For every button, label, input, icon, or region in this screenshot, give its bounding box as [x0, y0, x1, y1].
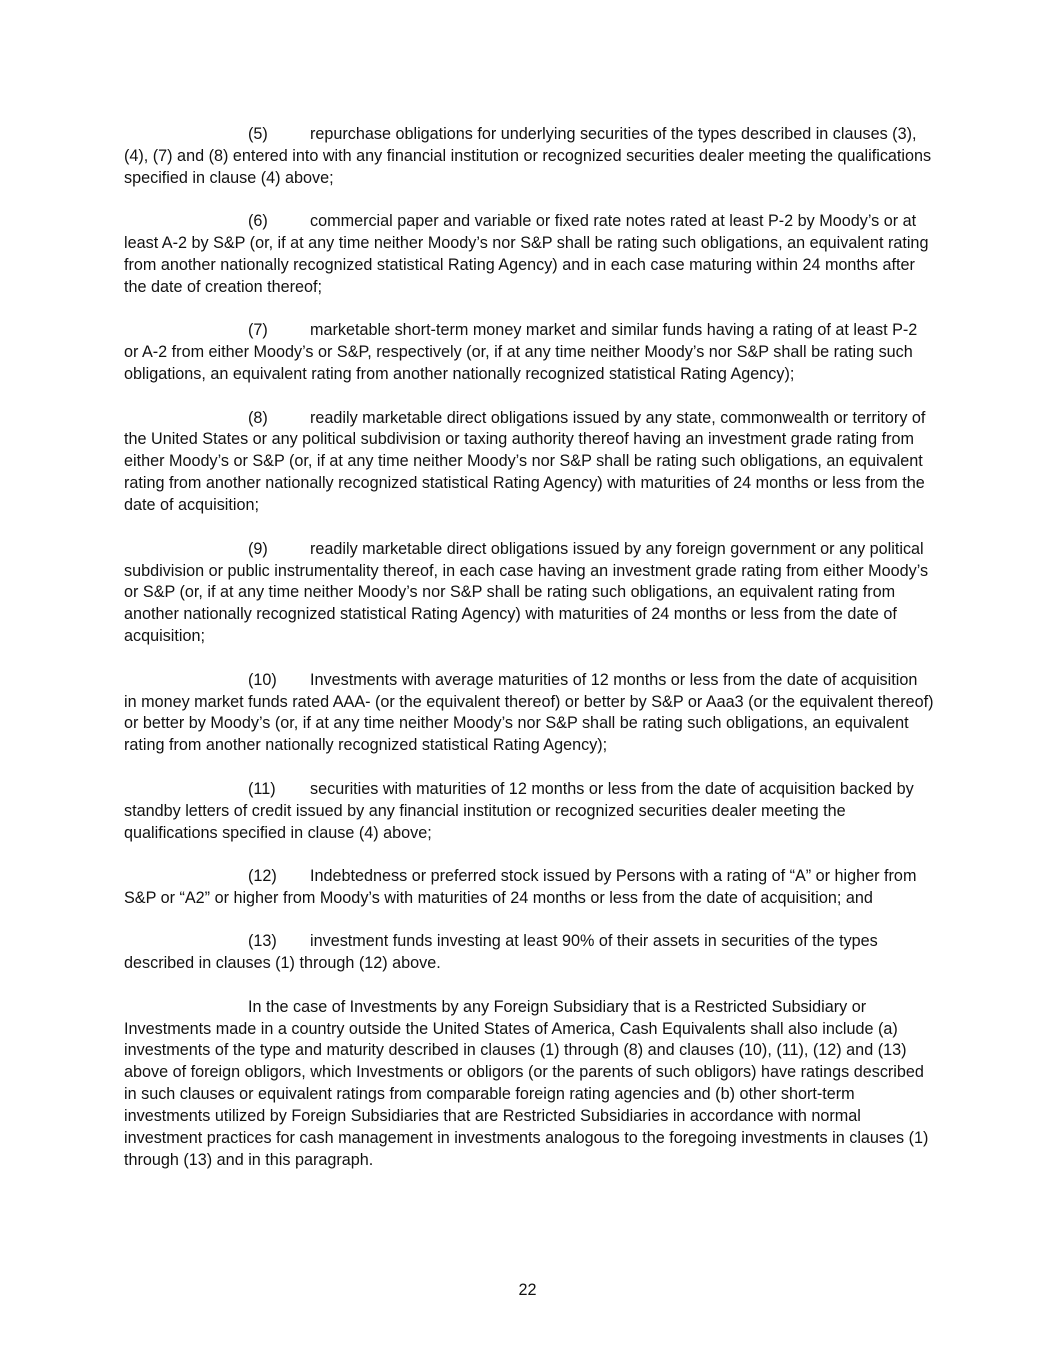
- clause-5: [124, 124, 934, 190]
- clause-number: (7): [248, 321, 268, 340]
- clause-number: (11): [248, 779, 276, 798]
- clause-13: [124, 931, 934, 975]
- clause-text: marketable short-term money market and similar funds having a rating of at least P-2 or A-2 from either Moody’s or S&P, respectively (or, if at any time neither Moody’s nor S&P shall be rating such obligations, an equivalent rating from another nationally recognized statistical Rating Agency);: [124, 321, 918, 384]
- clause-number: (10): [248, 670, 277, 689]
- clause-text: Indebtedness or preferred stock issued by Persons with a rating of “A” or higher from S&P or “A2” or higher from Moody’s with maturities of 24 months or less from the date of acquisition; and: [124, 866, 917, 907]
- page-number: 22: [518, 1281, 537, 1299]
- clause-number: (6): [248, 212, 268, 231]
- clause-11: [124, 779, 934, 845]
- clause-text: repurchase obligations for underlying securities of the types described in clauses (3), (4), (7) and (8) entered into with any financial institution or recognized securities dealer meeting the qualifications specified in clause (4) above;: [124, 125, 932, 187]
- clause-7: [124, 320, 934, 386]
- clause-10: [124, 670, 934, 758]
- clause-number: (5): [248, 125, 268, 143]
- closing-paragraph: In the case of Investments by any Foreign Subsidiary that is a Restricted Subsidiary or Investments made in a country outside the United States of America, Cash Equivalents shall also include (a) investments of the type and maturity described in clauses (1) through (8) and clauses (10), (11), (12) and (13) above of foreign obligors, which Investments or obligors (or the parents of such obligors) have ratings described in such clauses or equivalent ratings from comparable foreign rating agencies and (b) other short-term investments utilized by Foreign Subsidiaries that are Restricted Subsidiaries in accordance with normal investment practices for cash management in investments analogous to the foregoing investments in clauses (1) through (13) and in this paragraph.: [124, 997, 929, 1169]
- clause-text: commercial paper and variable or fixed rate notes rated at least P-2 by Moody’s or at least A-2 by S&P (or, if at any time neither Moody’s nor S&P shall be rating such obligations, an equivalent rating from another nationally recognized statistical Rating Agency) and in each case maturing within 24 months after the date of creation thereof;: [124, 212, 929, 296]
- clause-number: (9): [248, 539, 268, 558]
- clause-text: securities with maturities of 12 months or less from the date of acquisition backed by standby letters of credit issued by any financial institution or recognized securities dealer meeting the qualifications specified in clause (4) above;: [124, 779, 914, 842]
- clause-9: [124, 539, 934, 649]
- clause-text: investment funds investing at least 90% of their assets in securities of the types described in clauses (1) through (12) above.: [124, 932, 878, 973]
- clause-8: [124, 408, 934, 518]
- clause-number: (8): [248, 408, 268, 427]
- clause-number: (13): [248, 932, 277, 951]
- clause-text: readily marketable direct obligations issued by any foreign government or any political subdivision or public instrumentality thereof, in each case having an investment grade rating from either Moody’s or S&P (or, if at any time neither Moody’s nor S&P shall be rating such obligations, an equivalent rating from another nationally recognized statistical Rating Agency) with maturities of 24 months or less from the date of acquisition;: [124, 539, 929, 646]
- document-body: [124, 124, 934, 1172]
- clause-number: (12): [248, 866, 277, 885]
- clause-6: [124, 211, 934, 299]
- clause-12: [124, 866, 934, 910]
- clause-text: readily marketable direct obligations issued by any state, commonwealth or territory of the United States or any political subdivision or taxing authority thereof having an investment grade rating from either Moody’s or S&P (or, if at any time neither Moody’s nor S&P shall be rating such obligations, an equivalent rating from another nationally recognized statistical Rating Agency) with maturities of 24 months or less from the date of acquisition;: [124, 408, 926, 515]
- clause-text: Investments with average maturities of 12 months or less from the date of acquisition in money market funds rated AAA- (or the equivalent thereof) or better by S&P or Aaa3 (or the equivalent thereof) or better by Moody’s (or, if at any time neither Moody’s nor S&P shall be rating such obligations, an equivalent rating from another nationally recognized statistical Rating Agency);: [124, 670, 934, 755]
